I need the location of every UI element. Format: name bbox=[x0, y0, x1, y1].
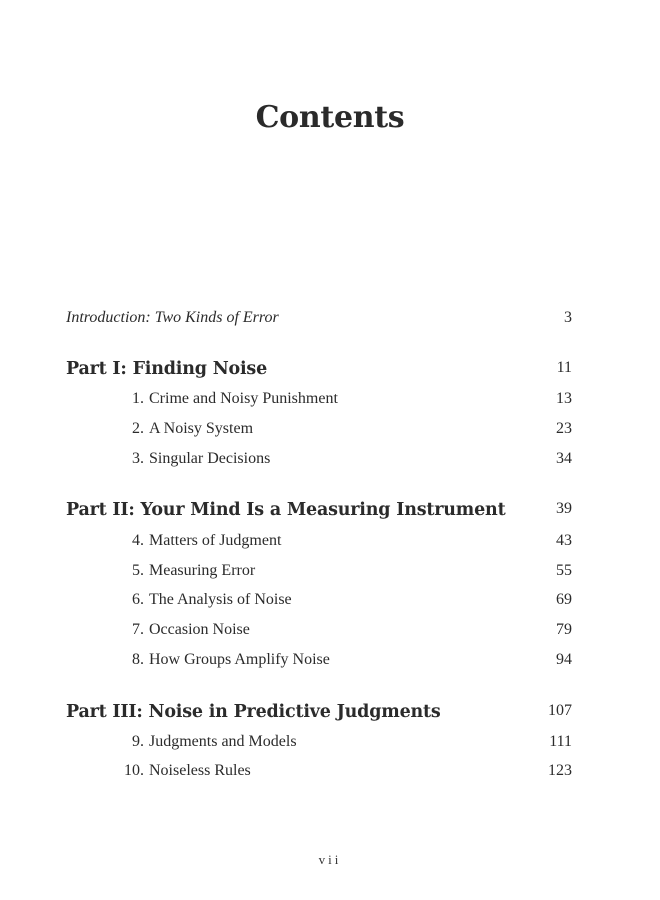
toc-chapter-2[interactable] bbox=[0, 420, 660, 446]
toc-chapter-number: 8. bbox=[132, 651, 144, 668]
toc-chapter-number: 3. bbox=[132, 450, 144, 467]
toc-chapter-label: Crime and Noisy Punishment bbox=[149, 390, 338, 407]
toc-chapter-label: Occasion Noise bbox=[149, 621, 250, 638]
toc-chapter-label: The Analysis of Noise bbox=[149, 591, 292, 608]
toc-part-label: Part III: Noise in Predictive Judgments bbox=[66, 702, 441, 722]
toc-chapter-3[interactable] bbox=[0, 450, 660, 476]
page-title: Contents bbox=[255, 100, 405, 135]
toc-page-number: 111 bbox=[549, 733, 572, 750]
toc-chapter-number: 2. bbox=[132, 420, 144, 437]
toc-page-number: 123 bbox=[548, 762, 572, 779]
toc-chapter-10[interactable] bbox=[0, 762, 660, 788]
toc-entry-introduction[interactable] bbox=[0, 309, 660, 335]
toc-page-number: 13 bbox=[556, 390, 572, 407]
toc-chapter-9[interactable] bbox=[0, 733, 660, 759]
toc-page-number: 3 bbox=[564, 309, 572, 326]
page-folio: vii bbox=[318, 852, 342, 867]
toc-page-number: 39 bbox=[556, 500, 572, 517]
toc-chapter-5[interactable] bbox=[0, 562, 660, 588]
toc-chapter-number: 5. bbox=[132, 562, 144, 579]
toc-page-number: 43 bbox=[556, 532, 572, 549]
toc-chapter-label: Singular Decisions bbox=[149, 450, 271, 467]
toc-chapter-label: Noiseless Rules bbox=[149, 762, 251, 779]
toc-chapter-number: 4. bbox=[132, 532, 144, 549]
toc-chapter-label: Matters of Judgment bbox=[149, 532, 282, 549]
toc-page-number: 107 bbox=[548, 702, 572, 719]
toc-page-number: 34 bbox=[556, 450, 572, 467]
toc-chapter-label: A Noisy System bbox=[149, 420, 254, 437]
toc-chapter-label: Judgments and Models bbox=[149, 733, 297, 750]
toc-chapter-number: 1. bbox=[132, 390, 144, 407]
toc-page-number: 79 bbox=[556, 621, 572, 638]
toc-chapter-number: 9. bbox=[132, 733, 144, 750]
toc-chapter-number: 10. bbox=[124, 762, 144, 779]
toc-chapter-number: 6. bbox=[132, 591, 144, 608]
toc-page-number: 23 bbox=[556, 420, 572, 437]
toc-chapter-number: 7. bbox=[132, 621, 144, 638]
toc-chapter-6[interactable] bbox=[0, 591, 660, 617]
toc-part-2[interactable] bbox=[0, 500, 660, 526]
toc-entry-label: Introduction: Two Kinds of Error bbox=[66, 309, 279, 326]
toc-chapter-8[interactable] bbox=[0, 651, 660, 677]
toc-page-number: 55 bbox=[556, 562, 572, 579]
toc-part-1[interactable] bbox=[0, 359, 660, 385]
toc-chapter-label: Measuring Error bbox=[149, 562, 256, 579]
toc-page-number: 69 bbox=[556, 591, 572, 608]
toc-part-label: Part I: Finding Noise bbox=[66, 359, 267, 379]
toc-part-label: Part II: Your Mind Is a Measuring Instrument bbox=[66, 500, 506, 520]
toc-chapter-1[interactable] bbox=[0, 390, 660, 416]
toc-chapter-4[interactable] bbox=[0, 532, 660, 558]
toc-part-3[interactable] bbox=[0, 702, 660, 728]
toc-chapter-label: How Groups Amplify Noise bbox=[149, 651, 330, 668]
toc-chapter-7[interactable] bbox=[0, 621, 660, 647]
toc-page-number: 94 bbox=[556, 651, 572, 668]
toc-page-number: 11 bbox=[556, 359, 572, 376]
